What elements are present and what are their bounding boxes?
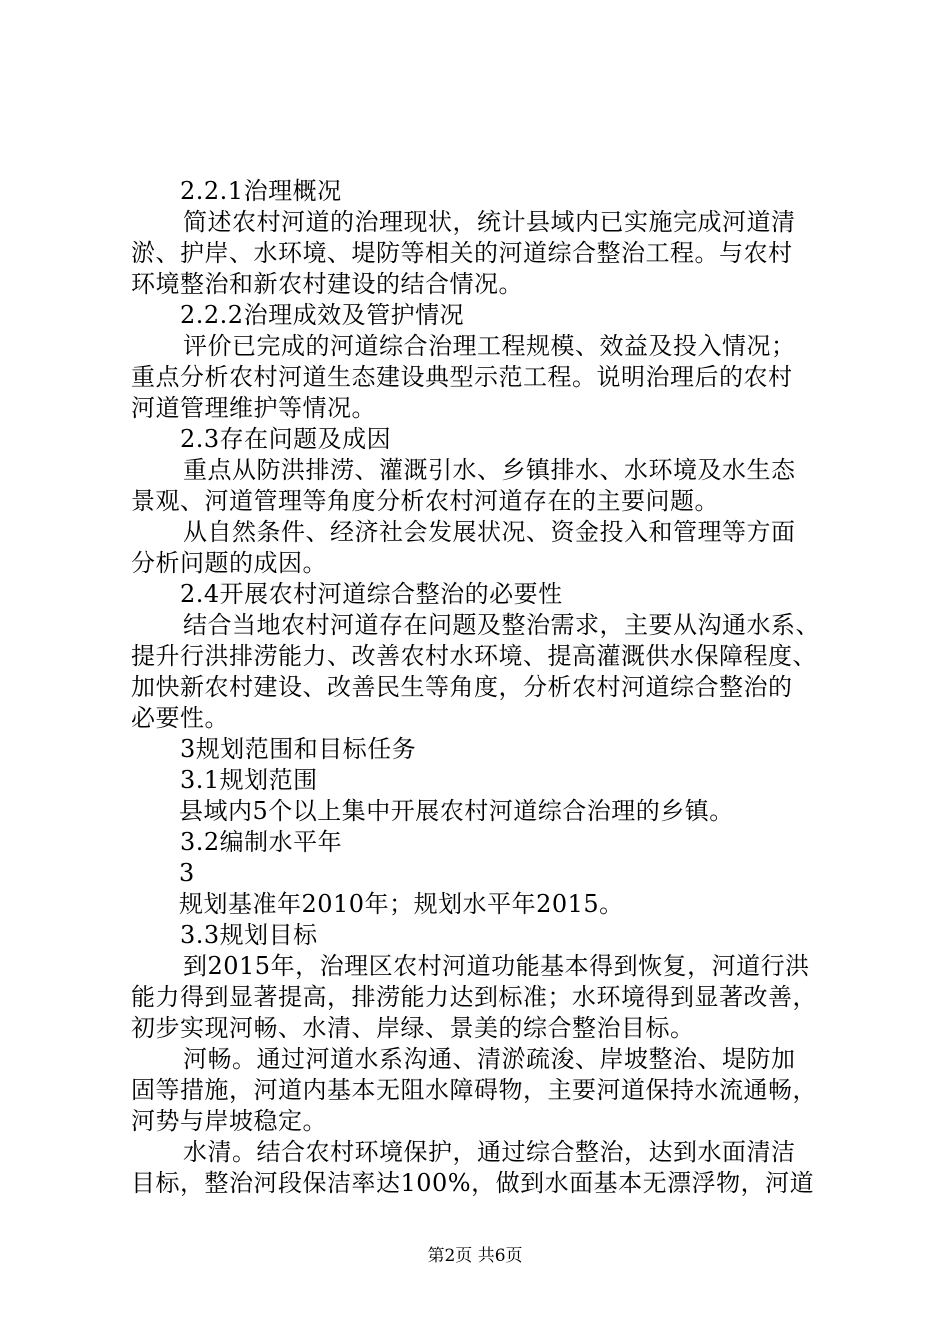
text-line: 水清。结合农村环境保护，通过综合整治，达到水面清洁 [183,1138,796,1166]
text-line: 规划基准年2010年；规划水平年2015。 [179,890,624,918]
text-line: 目标，整治河段保洁率达100%，做到水面基本无漂浮物，河道 [131,1169,815,1197]
text-line: 到2015年，治理区农村河道功能基本得到恢复，河道行洪 [183,952,810,980]
text-line: 3 [179,859,195,887]
text-line: 3.1规划范围 [180,766,318,794]
text-line: 重点从防洪排涝、灌溉引水、乡镇排水、水环境及水生态 [183,456,796,484]
text-line: 从自然条件、经济社会发展状况、资金投入和管理等方面 [183,518,796,546]
text-line: 2.2.1治理概况 [180,177,342,205]
text-line: 固等措施，河道内基本无阻水障碍物，主要河道保持水流通畅， [131,1076,817,1104]
text-line: 3.3规划目标 [180,921,318,949]
text-line: 淤、护岸、水环境、堤防等相关的河道综合整治工程。与农村 [131,239,793,267]
text-line: 重点分析农村河道生态建设典型示范工程。说明治理后的农村 [131,363,793,391]
text-line: 2.2.2治理成效及管护情况 [180,301,465,329]
text-line: 加快新农村建设、改善民生等角度，分析农村河道综合整治的 [131,673,793,701]
text-line: 提升行洪排涝能力、改善农村水环境、提高灌溉供水保障程度、 [131,642,817,670]
page-footer: 第2页 共6页 [427,1246,523,1266]
text-line: 3.2编制水平年 [180,828,343,856]
text-line: 河道管理维护等情况。 [131,394,376,422]
text-line: 初步实现河畅、水清、岸绿、景美的综合整治目标。 [131,1014,695,1042]
text-line: 结合当地农村河道存在问题及整治需求，主要从沟通水系、 [183,611,820,639]
text-line: 2.3存在问题及成因 [180,425,392,453]
text-line: 县域内5个以上集中开展农村河道综合治理的乡镇。 [179,797,734,825]
text-line: 景观、河道管理等角度分析农村河道存在的主要问题。 [131,487,719,515]
text-line: 环境整治和新农村建设的结合情况。 [131,270,523,298]
text-line: 评价已完成的河道综合治理工程规模、效益及投入情况； [183,332,796,360]
text-line: 2.4开展农村河道综合整治的必要性 [180,580,563,608]
text-line: 河畅。通过河道水系沟通、清淤疏浚、岸坡整治、堤防加 [183,1045,796,1073]
text-line: 能力得到显著提高，排涝能力达到标准；水环境得到显著改善， [131,983,817,1011]
text-line: 河势与岸坡稳定。 [131,1107,327,1135]
document-body [131,176,831,1199]
text-line: 3规划范围和目标任务 [180,735,417,763]
text-line: 简述农村河道的治理现状，统计县域内已实施完成河道清 [183,208,796,236]
text-line: 分析问题的成因。 [131,549,327,577]
text-line: 必要性。 [131,704,229,732]
